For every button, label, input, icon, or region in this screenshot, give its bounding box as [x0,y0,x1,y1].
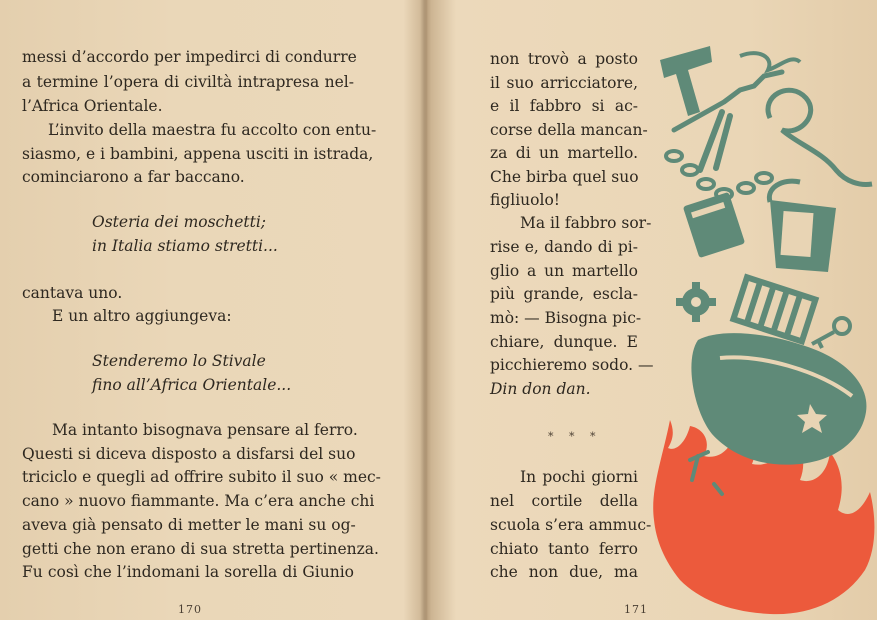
tongs-shape [700,112,730,170]
scrap-iron-pile-illustration [640,40,877,620]
text-line: che non due, ma [490,563,638,581]
verse-line: Stenderemo lo Stivale [92,352,266,370]
text-line: cano » nuovo fiammante. Ma c’era anche chi [22,492,375,510]
cable-shape [768,90,872,184]
text-line: Questi si diceva disposto a disfarsi del suo [22,445,356,463]
text-line: siasmo, e i bambini, appena usciti in istrada, [22,145,374,163]
text-line: più grande, escla- [490,285,638,303]
text-line: L’invito della maestra fu accolto con entu- [48,121,377,139]
text-line: scuola s’era ammuc- [490,516,652,534]
text-line: triciclo e quegli ad offrire subito il suo « mec- [22,468,381,486]
text-line: Che birba quel suo [490,168,639,186]
wire-shape [740,53,800,70]
grate-shape [733,277,815,341]
text-line: nel cortile della [490,492,638,510]
text-line: Fu così che l’indomani la sorella di Giunio [22,563,354,581]
helmet-shape [691,333,866,465]
text-line: aveva già pensato di metter le mani su og- [22,516,356,534]
text-line: Ma il fabbro sor- [520,214,652,232]
text-line: In pochi giorni [520,468,638,486]
text-line: chiato tanto ferro [490,540,638,558]
text-line: l’Africa Orientale. [22,97,163,115]
hammer-shape [660,46,712,116]
verse-line: in Italia stiamo stretti... [92,237,278,255]
gear-icon [676,282,716,322]
text-line: picchieremo sodo. — [490,356,654,374]
page-number: 170 [178,603,202,616]
text-line: corse della mancan- [490,121,648,139]
text-line: e il fabbro si ac- [490,97,638,115]
left-page [0,0,424,620]
page-number: 171 [624,603,648,616]
text-line: chiare, dunque. E [490,333,638,351]
text-line: il suo arricciatore, [490,74,638,92]
book-shape [683,192,745,258]
text-line: Ma intanto bisognava pensare al ferro. [52,421,358,439]
text-line: rise e, dando di pi- [490,238,638,256]
text-line: cantava uno. [22,284,123,302]
text-line: za di un martello. [490,144,638,162]
text-line: glio a un martello [490,262,638,280]
verse-line: fino all’Africa Orientale... [92,376,292,394]
text-line: getti che non erano di sua stretta pertinenza. [22,540,379,558]
text-line: messi d’accordo per impedirci di condurre [22,48,357,66]
text-line: mò: — Bisogna pic- [490,309,642,327]
text-line: cominciarono a far baccano. [22,168,245,186]
text-line: non trovò a posto [490,50,638,68]
text-line: figliuolo! [490,191,561,209]
text-line: E un altro aggiungeva: [52,307,232,325]
text-line: Din don dan. [490,380,591,398]
verse-line: Osteria dei moschetti; [92,213,267,231]
text-line: a termine l’opera di civiltà intrapresa nel- [22,73,354,91]
key-icon [812,318,850,348]
section-separator: * * * [548,430,602,443]
